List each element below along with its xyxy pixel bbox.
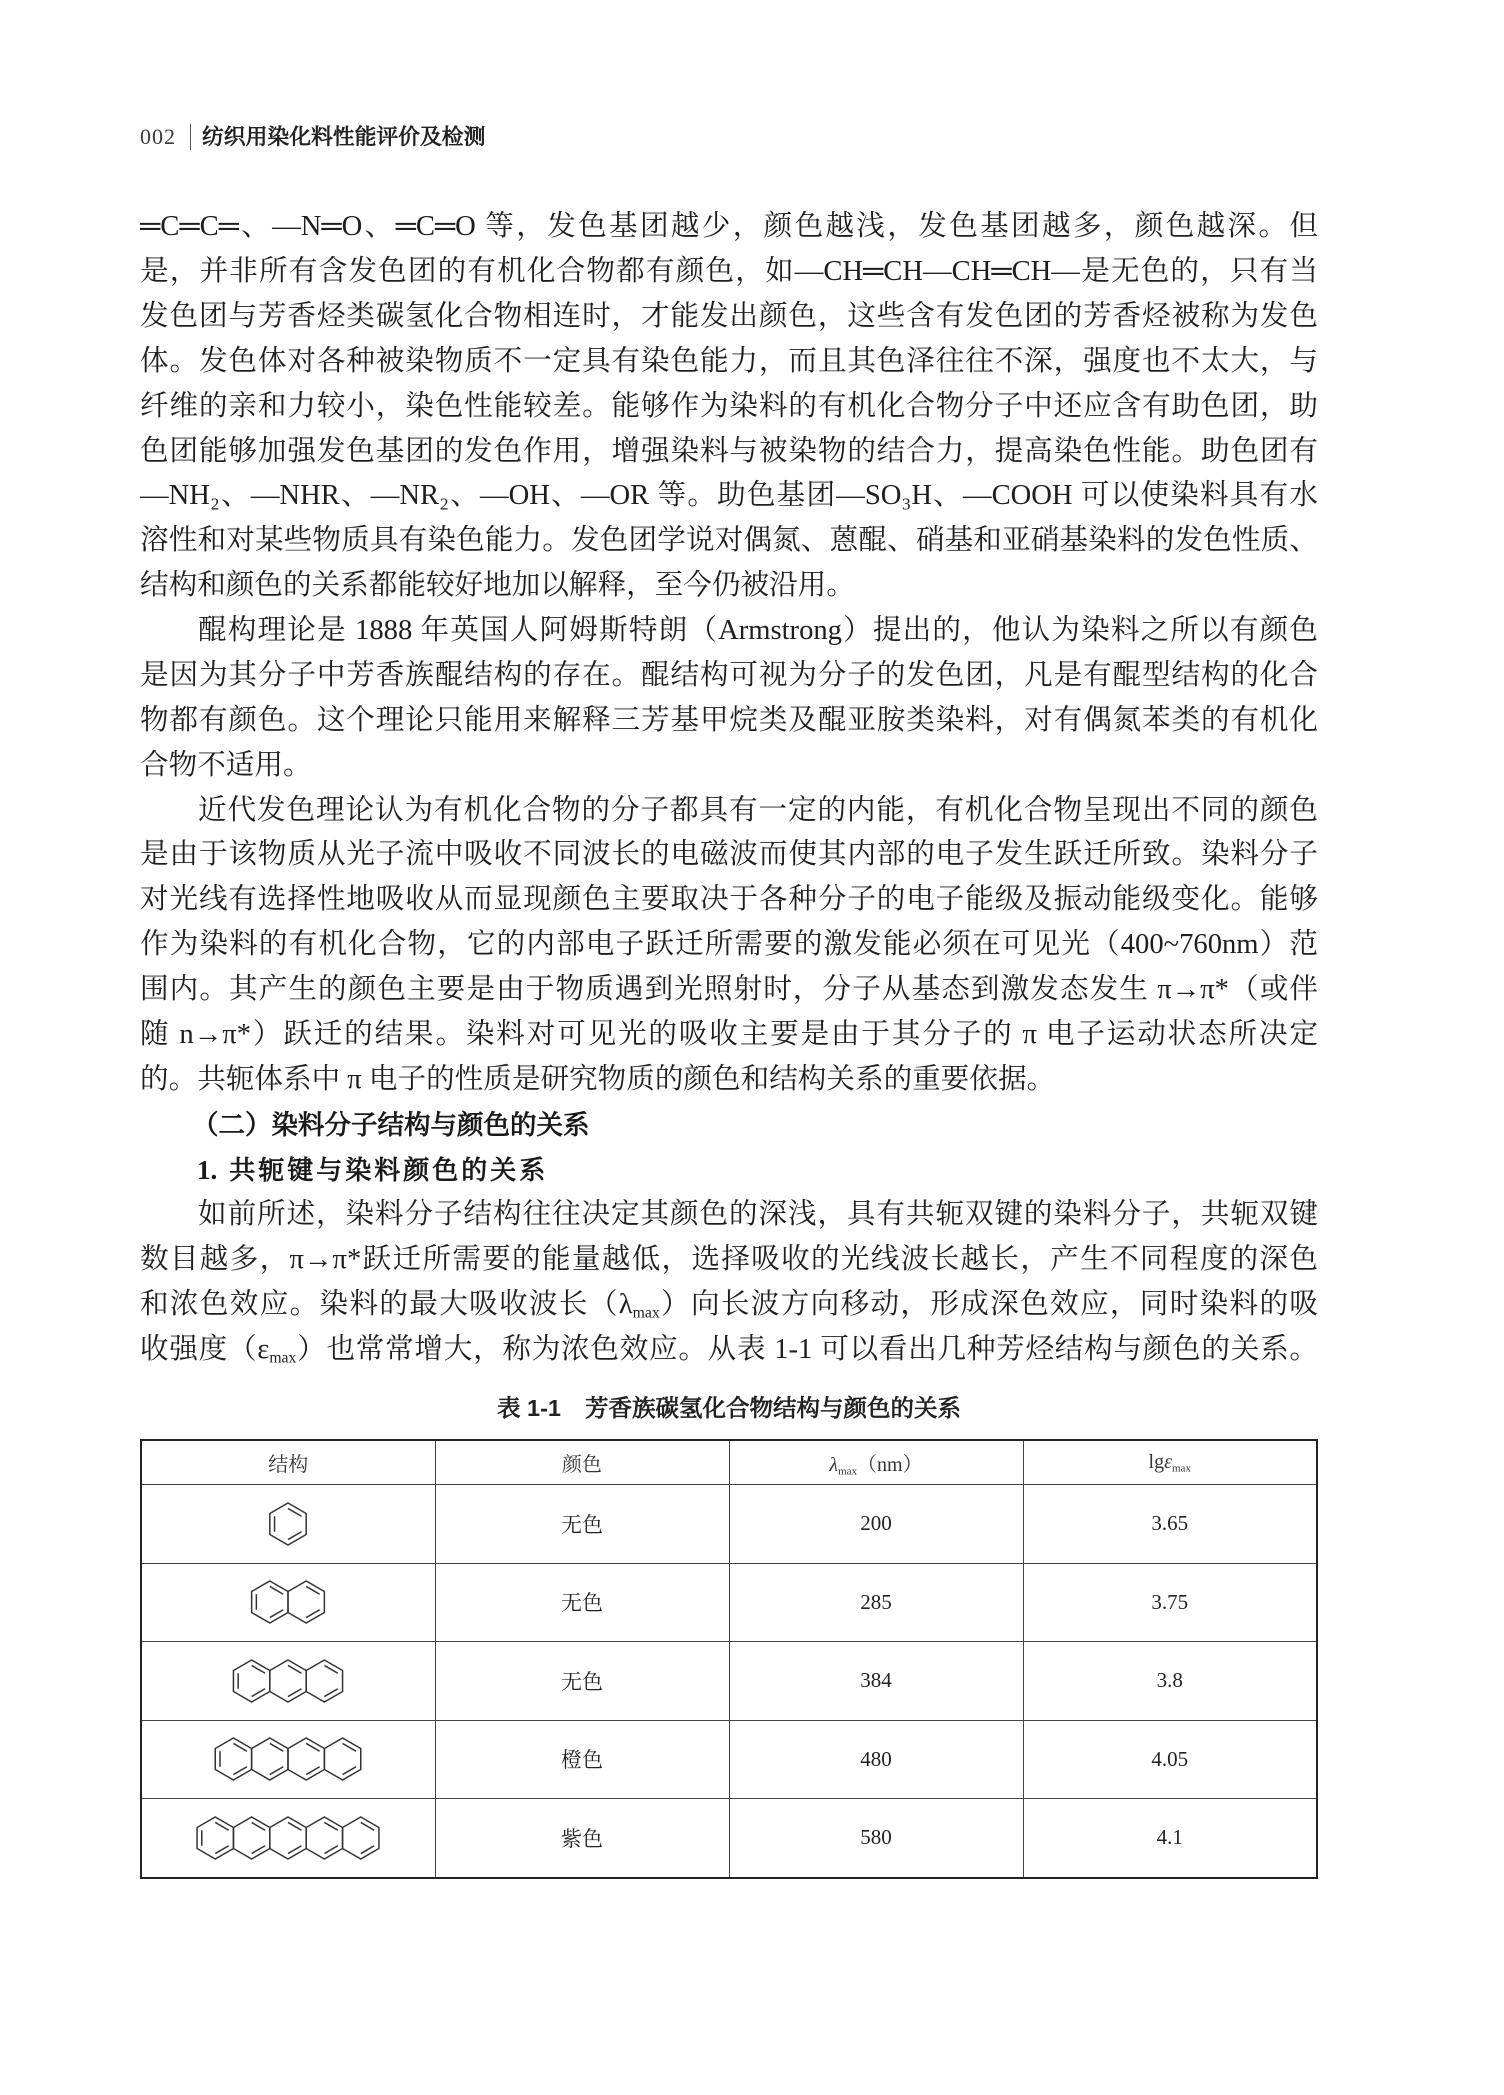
text-line: 近代发色理论认为有机化合物的分子都具有一定的内能，有机化合物呈现出不同的颜色 xyxy=(198,794,1318,826)
page-number: 002 xyxy=(140,124,176,149)
table-row xyxy=(141,1563,1317,1642)
subsection-heading xyxy=(140,1148,1318,1194)
text-line: 纤维的亲和力较小，染色性能较差。能够作为染料的有机化合物分子中还应含有助色团，助 xyxy=(140,390,1318,422)
text-line: 是因为其分子中芳香族醌结构的存在。醌结构可视为分子的发色团，凡是有醌型结构的化合 xyxy=(140,659,1318,691)
table-header-row xyxy=(141,1440,1317,1485)
fused-ring-structure xyxy=(148,1646,428,1716)
table-title: 芳香族碳氢化合物结构与颜色的关系 xyxy=(585,1395,961,1421)
book-title: 纺织用染化料性能评价及检测 xyxy=(202,124,486,149)
color-cell: 橙色 xyxy=(435,1720,729,1799)
structure-cell xyxy=(141,1720,435,1799)
subscript: max xyxy=(269,1349,297,1367)
text-segment: ）向长波方向移动，形成深色效应，同时染料的吸 xyxy=(659,1289,1318,1321)
text-line xyxy=(140,1283,1318,1328)
text-segment: ）也常常增大，称为浓色效应。从表 1-1 可以看出几种芳烃结构与颜色的关系。 xyxy=(296,1334,1318,1366)
header-lg-epsilon-max xyxy=(1023,1440,1317,1485)
lambda-max-cell: 285 xyxy=(729,1563,1023,1642)
running-header xyxy=(140,121,760,153)
color-cell: 无色 xyxy=(435,1485,729,1564)
text-line: 的。共轭体系中 π 电子的性质是研究物质的颜色和结构关系的重要依据。 xyxy=(140,1063,1056,1095)
header-color: 颜色 xyxy=(435,1440,729,1485)
lg-epsilon-max-cell: 3.8 xyxy=(1023,1642,1317,1721)
text-segment: 和浓色效应。染料的最大吸收波长（λ xyxy=(140,1289,633,1321)
paragraph xyxy=(140,205,1318,609)
lg-epsilon-max-cell: 4.05 xyxy=(1023,1720,1317,1799)
text-line: 是，并非所有含发色团的有机化合物都有颜色，如—CH═CH—CH═CH—是无色的，只有当 xyxy=(140,256,1318,288)
text-line: 是由于该物质从光子流中吸收不同波长的电磁波而使其内部的电子发生跃迁所致。染料分子 xyxy=(140,839,1318,871)
table-row xyxy=(141,1720,1317,1799)
text-line: 作为染料的有机化合物，它的内部电子跃迁所需要的激发能必须在可见光（400~760nm）范 xyxy=(140,929,1318,961)
fused-ring-structure xyxy=(148,1724,428,1794)
text-line: 体。发色体对各种被染物质不一定具有染色能力，而且其色泽往往不深，强度也不太大，与 xyxy=(140,345,1318,377)
text-line: 发色团与芳香烃类碳氢化合物相连时，才能发出颜色，这些含有发色团的芳香烃被称为发色 xyxy=(140,300,1318,332)
text-segment: 收强度（ε xyxy=(140,1334,270,1366)
text-line: 醌构理论是 1888 年英国人阿姆斯特朗（Armstrong）提出的，他认为染料之所以有颜色 xyxy=(198,615,1318,647)
header-divider xyxy=(190,124,191,150)
text-line: —NH₂、—NHR、—NR₂、—OH、—OR 等。助色基团—SO₃H、—COOH 可以使染料具有水 xyxy=(140,480,1318,512)
header-structure: 结构 xyxy=(141,1440,435,1485)
text-line: 合物不适用。 xyxy=(140,749,312,781)
paragraph xyxy=(140,789,1318,1103)
text-line: 随 n→π*）跃迁的结果。染料对可见光的吸收主要是由于其分子的 π 电子运动状态所决定 xyxy=(140,1018,1318,1050)
lambda-max-cell: 580 xyxy=(729,1799,1023,1878)
epsilon-symbol: ε xyxy=(1164,1451,1172,1473)
subscript: max xyxy=(632,1304,660,1322)
table-caption xyxy=(140,1386,1318,1430)
fused-ring-structure xyxy=(148,1803,428,1873)
text-line: 如前所述，染料分子结构往往决定其颜色的深浅，具有共轭双键的染料分子，共轭双键 xyxy=(198,1199,1318,1231)
lg-epsilon-max-cell: 3.65 xyxy=(1023,1485,1317,1564)
paragraph xyxy=(140,609,1318,789)
body-text xyxy=(140,205,1318,1373)
subsection-number: 1. xyxy=(197,1154,218,1185)
table-label: 表 1-1 xyxy=(497,1395,561,1421)
lambda-max-cell: 480 xyxy=(729,1720,1023,1799)
table-row xyxy=(141,1642,1317,1721)
table-row xyxy=(141,1799,1317,1878)
color-cell: 无色 xyxy=(435,1642,729,1721)
structure-cell xyxy=(141,1642,435,1721)
color-cell: 无色 xyxy=(435,1563,729,1642)
text-line xyxy=(140,1328,1318,1373)
subscript: max xyxy=(838,1465,858,1478)
lg-prefix: lg xyxy=(1148,1451,1165,1473)
table-row xyxy=(141,1485,1317,1564)
color-cell: 紫色 xyxy=(435,1799,729,1878)
fused-ring-structure xyxy=(148,1489,428,1559)
text-line: 结构和颜色的关系都能较好地加以解释，至今仍被沿用。 xyxy=(140,570,855,602)
lambda-max-cell: 384 xyxy=(729,1642,1023,1721)
lambda-max-cell: 200 xyxy=(729,1485,1023,1564)
structure-cell xyxy=(141,1799,435,1878)
paragraph xyxy=(140,1193,1318,1373)
subsection-title: 共轭键与染料颜色的关系 xyxy=(229,1155,549,1185)
fused-ring-structure xyxy=(148,1567,428,1637)
text-line: 溶性和对某些物质具有染色能力。发色团学说对偶氮、蒽醌、硝基和亚硝基染料的发色性质、 xyxy=(140,525,1318,557)
text-line: 物都有颜色。这个理论只能用来解释三芳基甲烷类及醌亚胺类染料，对有偶氮苯类的有机化 xyxy=(140,704,1318,736)
lambda-unit: （nm） xyxy=(857,1454,923,1476)
lambda-symbol: λ xyxy=(829,1454,839,1476)
text-line: 围内。其产生的颜色主要是由于物质遇到光照射时，分子从基态到激发态发生 π→π*（或伴 xyxy=(140,974,1318,1006)
lg-epsilon-max-cell: 4.1 xyxy=(1023,1799,1317,1878)
text-line: 数目越多，π→π*跃迁所需要的能量越低，选择吸收的光线波长越长，产生不同程度的深色 xyxy=(140,1244,1318,1276)
structure-cell xyxy=(141,1485,435,1564)
text-line: 对光线有选择性地吸收从而显现颜色主要取决于各种分子的电子能级及振动能级变化。能够 xyxy=(140,884,1318,916)
structure-cell xyxy=(141,1563,435,1642)
subscript: max xyxy=(1172,1462,1191,1475)
header-lambda-max xyxy=(729,1440,1023,1485)
section-heading: （二）染料分子结构与颜色的关系 xyxy=(192,1109,590,1140)
text-line: 色团能够加强发色基团的发色作用，增强染料与被染物的结合力，提高染色性能。助色团有 xyxy=(140,435,1318,467)
lg-epsilon-max-cell: 3.75 xyxy=(1023,1563,1317,1642)
data-table xyxy=(140,1439,1318,1879)
text-line: ═C═C═、—N═O、═C═O 等，发色基团越少，颜色越浅，发色基团越多，颜色越深。但 xyxy=(140,211,1318,243)
